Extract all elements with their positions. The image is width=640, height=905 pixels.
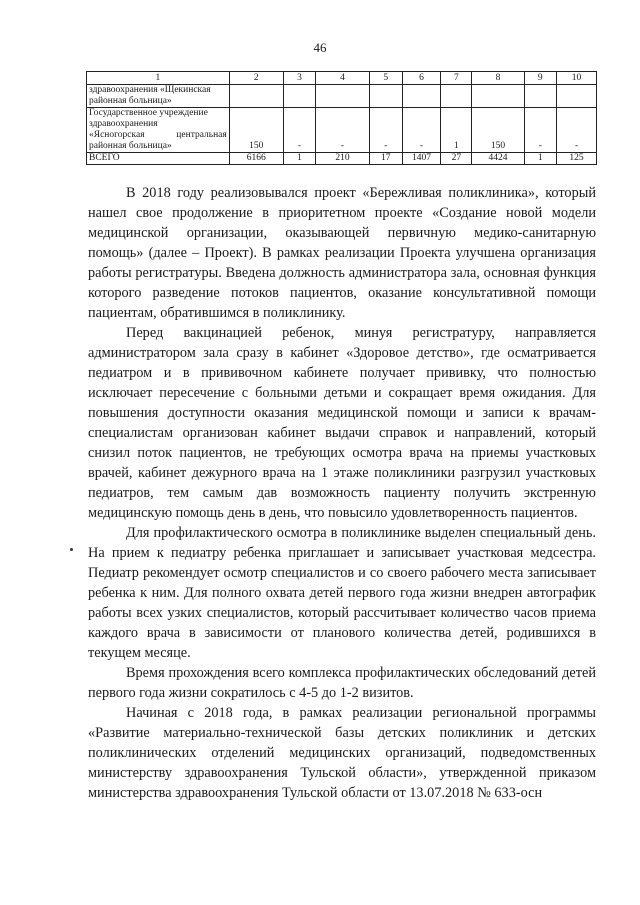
paragraph: Для профилактического осмотра в поликлинике выделен специальный день. На прием к педиатру ребенка приглашает и записывает участковая медсестра. Педиатр рекомендует осмотр специалистов и со своего рабочего места записывает ребенка к ним. Для полного охвата детей первого года жизни внедрен автографик работы всех узких специалистов, который рассчитывает количество часов приема каждого врача в зависимости от планового количества детей, родившихся в текущем месяце. bbox=[88, 525, 596, 661]
table-cell: 6166 bbox=[229, 153, 283, 165]
table-header-cell: 4 bbox=[316, 72, 369, 85]
table-cell bbox=[472, 85, 524, 108]
table-cell: - bbox=[316, 108, 369, 153]
table-header-cell: 9 bbox=[524, 72, 557, 85]
body-text bbox=[88, 183, 596, 803]
table-cell bbox=[283, 85, 316, 108]
table-row-name bbox=[87, 153, 230, 165]
statistics-table bbox=[86, 71, 597, 165]
table-cell: 27 bbox=[441, 153, 472, 165]
table-header-row bbox=[87, 72, 597, 85]
table-cell: - bbox=[283, 108, 316, 153]
paragraph: Время прохождения всего комплекса профилактических обследований детей первого года жизни сократилось с 4-5 до 1-2 визитов. bbox=[88, 665, 596, 701]
table-row bbox=[87, 108, 597, 153]
table-cell bbox=[369, 85, 402, 108]
table-header-cell: 5 bbox=[369, 72, 402, 85]
table-header-cell: 1 bbox=[87, 72, 230, 85]
table-row-name-line: здравоохранения bbox=[89, 119, 158, 129]
table-header-cell: 6 bbox=[402, 72, 440, 85]
table-row-name-line: районная больница» bbox=[89, 96, 172, 106]
table-row-name-line: здравоохранения «Щекинская bbox=[89, 85, 211, 95]
table-header-cell: 10 bbox=[557, 72, 597, 85]
table-cell: 1 bbox=[524, 153, 557, 165]
table-row-name-line: ВСЕГО bbox=[89, 153, 120, 163]
table-cell bbox=[229, 85, 283, 108]
table-cell bbox=[524, 85, 557, 108]
table-cell bbox=[557, 85, 597, 108]
table-cell: 210 bbox=[316, 153, 369, 165]
table-cell: 150 bbox=[472, 108, 524, 153]
table-row-name bbox=[87, 85, 230, 108]
table-row-name-line: районная больница» bbox=[89, 141, 172, 151]
table-cell bbox=[316, 85, 369, 108]
table-header-cell: 7 bbox=[441, 72, 472, 85]
table-cell: - bbox=[524, 108, 557, 153]
table-row-name-line: «Ясногорская центральная bbox=[89, 130, 227, 140]
paragraph: Перед вакцинацией ребенок, минуя регистратуру, направляется администратором зала сразу в кабинет «Здоровое детство», где осматривается педиатром и в прививочном кабинете получает прививку, что полностью исключает пересечение с больными детьми и сокращает время ожидания. Для повышения доступности оказания медицинской помощи и записи к врачам-специалистам организован кабинет выдачи справок и направлений, который снизил поток пациентов, не требующих осмотра врача на приемы участковых врачей, кабинет дежурного врача на 1 этаже поликлиники разгрузил участковых педиатров, тем самым дав возможность пациенту получить экстренную медицинскую помощь день в день, что повысило удовлетворенность пациентов. bbox=[88, 325, 596, 521]
table-cell: 1407 bbox=[402, 153, 440, 165]
table-cell bbox=[402, 85, 440, 108]
table-cell: - bbox=[557, 108, 597, 153]
table-cell bbox=[441, 85, 472, 108]
table-header-cell: 3 bbox=[283, 72, 316, 85]
table-cell: 1 bbox=[283, 153, 316, 165]
table-header-cell: 8 bbox=[472, 72, 524, 85]
table-cell: 125 bbox=[557, 153, 597, 165]
paragraph: В 2018 году реализовывался проект «Бережливая поликлиника», который нашел свое продолжение в приоритетном проекте «Создание новой модели медицинской организации, оказывающей первичную медико-санитарную помощь» (далее – Проект). В рамках реализации Проекта улучшена организация работы регистратуры. Введена должность администратора зала, основная функция которого разведение потоков пациентов, оказание консультативной помощи пациентам, обратившимся в поликлинику. bbox=[88, 185, 596, 321]
scan-speck bbox=[70, 548, 73, 551]
table-row bbox=[87, 85, 597, 108]
paragraph: Начиная с 2018 года, в рамках реализации региональной программы «Развитие материально-технической базы детских поликлиник и детских поликлинических отделений медицинских организаций, подведомственных министерству здравоохранения Тульской области», утвержденной приказом министерства здравоохранения Тульской области от 13.07.2018 № 633-осн bbox=[88, 705, 596, 801]
table-total-row bbox=[87, 153, 597, 165]
table-cell: 4424 bbox=[472, 153, 524, 165]
table-cell: 17 bbox=[369, 153, 402, 165]
table-cell: 150 bbox=[229, 108, 283, 153]
table-cell: 1 bbox=[441, 108, 472, 153]
table-header-cell: 2 bbox=[229, 72, 283, 85]
table-row-name-line: Государственное учреждение bbox=[89, 108, 208, 118]
table-cell: - bbox=[369, 108, 402, 153]
table-row-name bbox=[87, 108, 230, 153]
table-cell: - bbox=[402, 108, 440, 153]
page-number: 46 bbox=[313, 40, 327, 55]
